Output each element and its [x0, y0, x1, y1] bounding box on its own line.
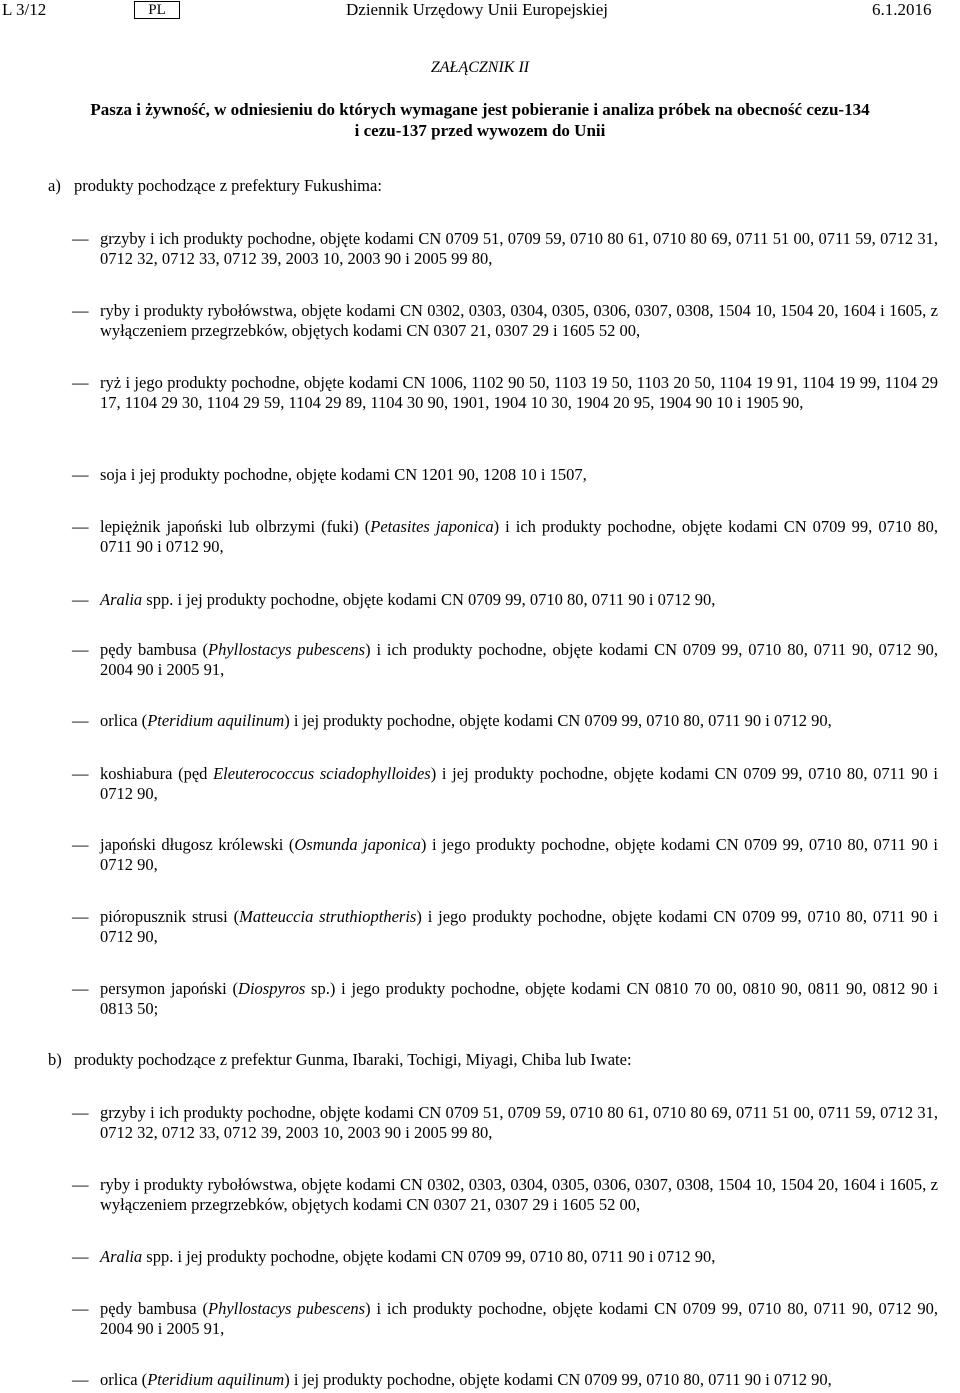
- list-item-text: orlica (Pteridium aquilinum) i jej produkty pochodne, objęte kodami CN 0709 99, 0710 80, 0711 90 i 0712 90,: [100, 1370, 832, 1389]
- species-name: Aralia: [100, 1247, 143, 1266]
- section-a-text: produkty pochodzące z prefektury Fukushima:: [74, 176, 382, 195]
- list-item-text: ryby i produkty rybołówstwa, objęte kodami CN 0302, 0303, 0304, 0305, 0306, 0307, 0308, 1504 10, 1504 20, 1604 i 1605, z wyłączeniem przegrzebków, objętych kodami CN 0307 21, 0307 29 i 1605 52 00,: [100, 1175, 938, 1214]
- dash-marker: —: [72, 373, 89, 392]
- list-item-text: ryby i produkty rybołówstwa, objęte kodami CN 0302, 0303, 0304, 0305, 0306, 0307, 0308, 1504 10, 1504 20, 1604 i 1605, z wyłączeniem przegrzebków, objętych kodami CN 0307 21, 0307 29 i 1605 52 00,: [100, 301, 938, 340]
- section-b-title: [48, 1050, 908, 1070]
- list-item-text: Aralia spp. i jej produkty pochodne, objęte kodami CN 0709 99, 0710 80, 0711 90 i 0712 90,: [100, 590, 716, 609]
- list-item-text: pióropusznik strusi (Matteuccia struthioptheris) i jego produkty pochodne, objęte kodami CN 0709 99, 0710 80, 0711 90 i 0712 90,: [100, 907, 938, 946]
- dash-marker: —: [72, 640, 89, 659]
- list-item: [72, 590, 938, 610]
- list-item: [72, 373, 938, 413]
- list-item: [72, 835, 938, 875]
- dash-marker: —: [72, 1370, 89, 1389]
- annex-heading: Pasza i żywność, w odniesieniu do których wymagane jest pobieranie i analiza próbek na obecność cezu-134 i cezu-137 przed wywozem do Unii: [90, 100, 870, 140]
- section-a-title: [48, 176, 908, 196]
- list-item: [72, 229, 938, 269]
- list-item-text: Aralia spp. i jej produkty pochodne, objęte kodami CN 0709 99, 0710 80, 0711 90 i 0712 90,: [100, 1247, 716, 1266]
- list-item: [72, 1299, 938, 1339]
- list-item-text: koshiabura (pęd Eleuterococcus sciadophylloides) i jej produkty pochodne, objęte kodami CN 0709 99, 0710 80, 0711 90 i 0712 90,: [100, 764, 938, 803]
- list-item-text: orlica (Pteridium aquilinum) i jej produkty pochodne, objęte kodami CN 0709 99, 0710 80, 0711 90 i 0712 90,: [100, 711, 832, 730]
- list-item: [72, 640, 938, 680]
- page-header: [0, 0, 960, 20]
- list-item-text: persymon japoński (Diospyros sp.) i jego produkty pochodne, objęte kodami CN 0810 70 00, 0810 90, 0811 90, 0812 90 i 0813 50;: [100, 979, 938, 1018]
- journal-title: Dziennik Urzędowy Unii Europejskiej: [346, 0, 609, 19]
- list-item-text: grzyby i ich produkty pochodne, objęte kodami CN 0709 51, 0709 59, 0710 80 61, 0710 80 69, 0711 51 00, 0711 59, 0712 31, 0712 32, 0712 33, 0712 39, 2003 10, 2003 90 i 2005 99 80,: [100, 1103, 938, 1142]
- dash-marker: —: [72, 229, 89, 248]
- page-reference: L 3/12: [2, 0, 47, 19]
- list-item: [72, 517, 938, 557]
- dash-marker: —: [72, 465, 89, 484]
- section-a-label: a): [48, 176, 61, 195]
- dash-marker: —: [72, 835, 89, 854]
- dash-marker: —: [72, 1175, 89, 1194]
- dash-marker: —: [72, 907, 89, 926]
- list-item: [72, 301, 938, 341]
- dash-marker: —: [72, 517, 89, 536]
- dash-marker: —: [72, 711, 89, 730]
- species-name: Phyllostacys pubescens: [207, 1299, 366, 1318]
- dash-marker: —: [72, 1247, 89, 1266]
- list-item-text: pędy bambusa (Phyllostacys pubescens) i ich produkty pochodne, objęte kodami CN 0709 99, 0710 80, 0711 90, 0712 90, 2004 90 i 2005 91,: [100, 640, 938, 679]
- species-name: Osmunda japonica: [294, 835, 421, 854]
- dash-marker: —: [72, 590, 89, 609]
- species-name: Diospyros: [238, 979, 306, 998]
- list-item: [72, 907, 938, 947]
- list-item-text: japoński długosz królewski (Osmunda japonica) i jego produkty pochodne, objęte kodami CN 0709 99, 0710 80, 0711 90 i 0712 90,: [100, 835, 939, 874]
- list-item: [72, 1103, 938, 1143]
- species-name: Pteridium aquilinum: [147, 1370, 285, 1389]
- list-item: [72, 711, 938, 731]
- section-b-label: b): [48, 1050, 62, 1069]
- list-item-text: ryż i jego produkty pochodne, objęte kodami CN 1006, 1102 90 50, 1103 19 50, 1103 20 50, 1104 19 91, 1104 19 99, 1104 29 17, 1104 29 30, 1104 29 59, 1104 29 89, 1104 30 90, 1901, 1904 10 30, 1904 20 95, 1904 90 10 i 1905 90,: [100, 373, 938, 412]
- dash-marker: —: [72, 301, 89, 320]
- species-name: Pteridium aquilinum: [147, 711, 285, 730]
- dash-marker: —: [72, 1299, 89, 1318]
- section-b-text: produkty pochodzące z prefektur Gunma, Ibaraki, Tochigi, Miyagi, Chiba lub Iwate:: [74, 1050, 632, 1069]
- annex-title: ZAŁĄCZNIK II: [430, 59, 530, 76]
- species-name: Aralia: [100, 590, 143, 609]
- list-item: [72, 979, 938, 1019]
- list-item: [72, 1247, 938, 1267]
- dash-marker: —: [72, 764, 89, 783]
- species-name: Phyllostacys pubescens: [207, 640, 366, 659]
- list-item: [72, 764, 938, 804]
- list-item-text: grzyby i ich produkty pochodne, objęte kodami CN 0709 51, 0709 59, 0710 80 61, 0710 80 69, 0711 51 00, 0711 59, 0712 31, 0712 32, 0712 33, 0712 39, 2003 10, 2003 90 i 2005 99 80,: [100, 229, 938, 268]
- list-item: [72, 1175, 938, 1215]
- dash-marker: —: [72, 1103, 89, 1122]
- publication-date: 6.1.2016: [872, 0, 932, 19]
- language-badge: PL: [134, 1, 180, 19]
- list-item: [72, 1370, 938, 1390]
- list-item-text: soja i jej produkty pochodne, objęte kodami CN 1201 90, 1208 10 i 1507,: [100, 465, 587, 484]
- species-name: Petasites japonica: [370, 517, 494, 536]
- dash-marker: —: [72, 979, 89, 998]
- list-item-text: pędy bambusa (Phyllostacys pubescens) i ich produkty pochodne, objęte kodami CN 0709 99, 0710 80, 0711 90, 0712 90, 2004 90 i 2005 91,: [100, 1299, 938, 1338]
- species-name: Eleuterococcus sciadophylloides: [213, 764, 431, 783]
- list-item-text: lepiężnik japoński lub olbrzymi (fuki) (Petasites japonica) i ich produkty pochodne, objęte kodami CN 0709 99, 0710 80, 0711 90 i 0712 90,: [100, 517, 938, 556]
- species-name: Matteuccia struthioptheris: [239, 907, 417, 926]
- list-item: [72, 465, 938, 485]
